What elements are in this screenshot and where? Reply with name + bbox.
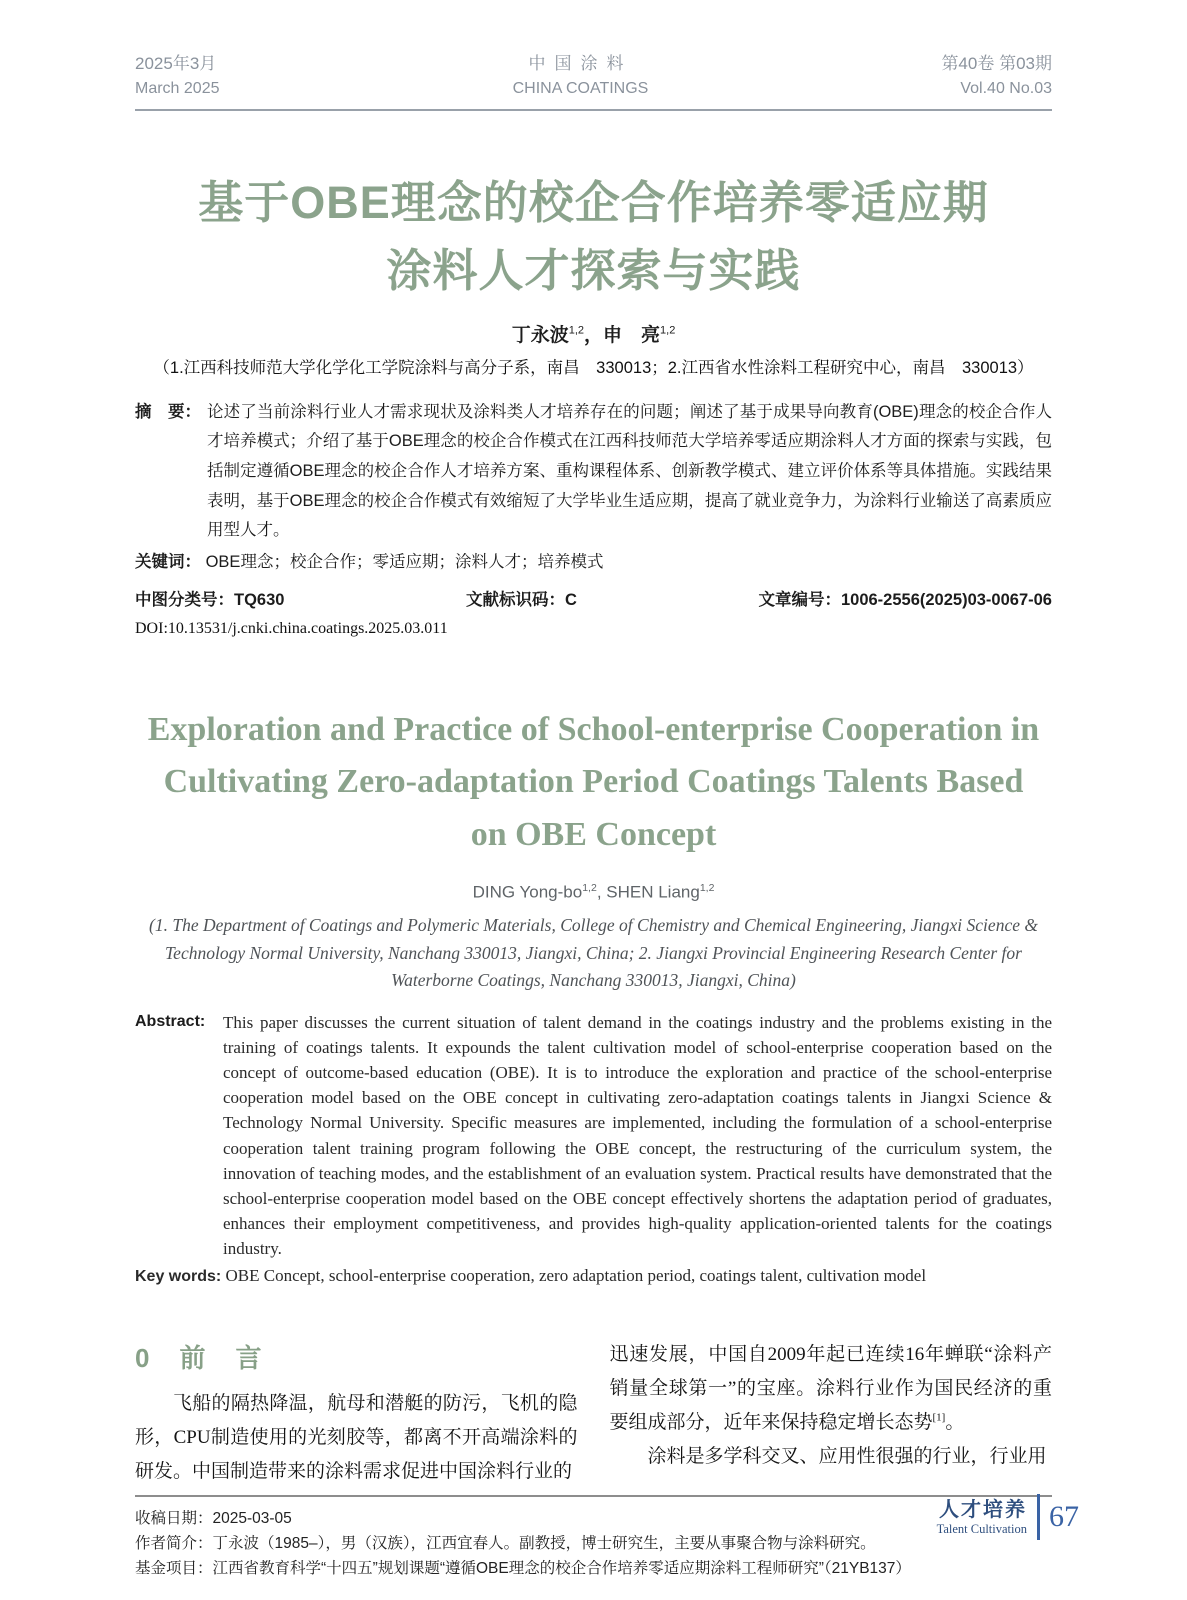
author-cn-2: ，申 亮 xyxy=(584,324,661,346)
citation-ref-1: [1] xyxy=(932,1411,946,1424)
doi: DOI:10.13531/j.cnki.china.coatings.2025.03.011 xyxy=(135,619,448,637)
article-title-en-line2: Cultivating Zero-adaptation Period Coatings Talents Based xyxy=(163,763,1024,801)
article-title-cn-line2: 涂料人才探索与实践 xyxy=(386,245,801,297)
author-cn-2-sup: 1,2 xyxy=(660,324,676,337)
abstract-cn-text: 论述了当前涂料行业人才需求现状及涂料类人才培养存在的问题；阐述了基于成果导向教育(OBE)理念的校企合作人才培养模式；介绍了基于OBE理念的校企合作模式在江西科技师范大学培养零适应期涂料人才方面的探索与实践，包括制定遵循OBE理念的校企合作人才培养方案、重构课程体系、创新教学模式、建立评价体系等具体措施。实践结果表明，基于OBE理念的校企合作模式有效缩短了大学毕业生适应期，提高了就业竞争力，为涂料行业输送了高素质应用型人才。 xyxy=(207,402,1052,540)
author-en-1-sup: 1,2 xyxy=(582,881,597,894)
clc-label: 中图分类号： xyxy=(135,590,234,609)
footer-column-title xyxy=(937,1498,1027,1537)
abstract-cn xyxy=(135,398,1052,546)
abstract-en xyxy=(135,1010,1052,1262)
document-code xyxy=(466,586,577,610)
article-id-value: 1006-2556(2025)03-0067-06 xyxy=(840,590,1052,609)
author-cn-1: 丁永波 xyxy=(511,324,569,346)
article-title-en-line1: Exploration and Practice of School-enterprise Cooperation in xyxy=(147,710,1040,748)
body-column-right xyxy=(610,1338,1053,1488)
right-p1-end: 。 xyxy=(945,1412,965,1434)
header-issue-cn: 第40卷 第03期 xyxy=(941,54,1052,73)
header-date-en: March 2025 xyxy=(135,79,220,97)
clc-value: TQ630 xyxy=(234,590,285,609)
header-date xyxy=(135,52,220,100)
section-heading-intro: 0 前 言 xyxy=(135,1343,264,1374)
footnote-received-date: 收稿日期：2025-03-05 xyxy=(135,1509,292,1527)
page-number: 67 xyxy=(1049,1500,1079,1533)
body-paragraph-right-2: 涂料是多学科交叉、应用性很强的行业，行业用 xyxy=(647,1445,1047,1467)
authors-cn xyxy=(135,320,1052,347)
right-p1-text: 迅速发展，中国自2009年起已连续16年蝉联“涂料产销量全球第一”的宝座。涂料行业作为国民经济的重要组成部分，近年来保持稳定增长态势 xyxy=(609,1344,1052,1434)
journal-name-cn: 中国涂料 xyxy=(528,54,633,73)
article-title-en-line3: on OBE Concept xyxy=(470,816,717,854)
article-id xyxy=(758,586,1052,610)
footnote-author-bio: 作者简介：丁永波（1985–），男（汉族），江西宜春人。副教授，博士研究生，主要从事聚合物与涂料研究。 xyxy=(135,1534,876,1552)
header-issue xyxy=(941,52,1052,100)
header-date-cn: 2025年3月 xyxy=(135,54,217,73)
affiliation-en: (1. The Department of Coatings and Polymeric Materials, College of Chemistry and Chemical Engineering, Jiangxi Science & Technology Normal University, Nanchang 330013, Jiangxi, China; 2. Jiangxi Provincial Engineering Research Center for Waterborne Coatings, Nanchang 330013, Jiangxi, China) xyxy=(149,915,1038,990)
abstract-en-text: This paper discusses the current situation of talent demand in the coatings industry and the problems existing in the training of coatings talents. It expounds the talent cultivation model of school-enterprise cooperation based on the concept of outcome-based education (OBE). It is to introduce the exploration and practice of the school-enterprise cooperation model based on the OBE concept in cultivating zero-adaptation coatings talents in Jiangxi Science & Technology Normal University. Specific measures are implemented, including the formulation of a school-enterprise cooperation talent training program following the OBE concept, the restructuring of the curriculum system, the innovation of teaching modes, and the establishment of an evaluation system. Practical results have demonstrated that the school-enterprise cooperation model based on the OBE concept effectively shortens the adaptation period of graduates, enhances their employment competitiveness, and provides high-quality application-oriented talents for the coatings industry. xyxy=(223,1012,1052,1259)
body-paragraph-right-1 xyxy=(610,1338,1053,1439)
keywords-cn xyxy=(135,548,1052,578)
author-en-2: , SHEN Liang xyxy=(596,882,700,902)
article-title-cn-line1: 基于OBE理念的校企合作培养零适应期 xyxy=(198,176,989,228)
journal-name-en: CHINA COATINGS xyxy=(512,79,649,97)
authors-en xyxy=(135,882,1052,903)
keywords-cn-text: OBE理念；校企合作；零适应期；涂料人才；培养模式 xyxy=(205,553,604,572)
footnote-funding: 基金项目：江西省教育科学“十四五”规划课题“遵循OBE理念的校企合作培养零适应期涂料工程师研究”（21YB137） xyxy=(135,1560,911,1578)
body-paragraph-left: 飞船的隔热降温，航母和潜艇的防污，飞机的隐形，CPU制造使用的光刻胶等，都离不开高端涂料的研发。中国制造带来的涂料需求促进中国涂料行业的 xyxy=(135,1393,578,1483)
article-title-cn xyxy=(135,169,1052,306)
footer-column-en: Talent Cultivation xyxy=(936,1521,1027,1536)
author-cn-1-sup: 1,2 xyxy=(568,324,584,337)
keywords-cn-label: 关键词： xyxy=(135,553,201,572)
page-footer xyxy=(937,1494,1079,1540)
footer-divider-bar xyxy=(1037,1494,1040,1540)
keywords-en-text: OBE Concept, school-enterprise cooperation, zero adaptation period, coatings talent, cultivation model xyxy=(225,1266,927,1286)
body-columns xyxy=(135,1338,1052,1488)
header-issue-en: Vol.40 No.03 xyxy=(960,79,1052,97)
classification-line xyxy=(135,586,1052,610)
journal-header xyxy=(135,0,1052,111)
keywords-en-label: Key words: xyxy=(135,1268,222,1286)
footer-column-cn: 人才培养 xyxy=(939,1498,1027,1521)
footnote-block xyxy=(135,1495,1052,1581)
journal-page xyxy=(135,0,1052,1581)
article-id-label: 文章编号： xyxy=(758,590,841,609)
doc-code-value: C xyxy=(565,590,577,609)
doc-code-label: 文献标识码： xyxy=(466,590,565,609)
article-title-en xyxy=(135,704,1052,862)
header-journal-name xyxy=(513,52,649,100)
abstract-cn-label: 摘 要： xyxy=(135,402,201,421)
author-en-1: DING Yong-bo xyxy=(472,882,583,902)
abstract-en-label: Abstract: xyxy=(135,1012,206,1030)
body-column-left xyxy=(135,1338,578,1488)
keywords-en xyxy=(135,1266,1052,1286)
affiliation-cn: （1.江西科技师范大学化学化工学院涂料与高分子系，南昌 330013；2.江西省水性涂料工程研究中心，南昌 330013） xyxy=(153,358,1034,377)
author-en-2-sup: 1,2 xyxy=(699,881,715,894)
clc-number xyxy=(135,586,284,610)
